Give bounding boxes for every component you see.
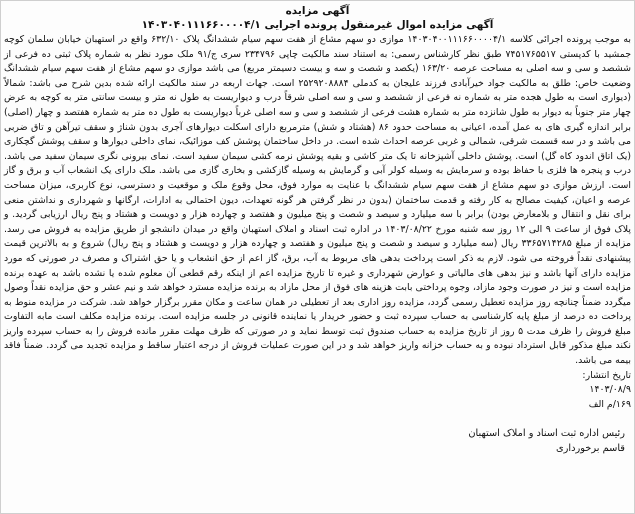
publish-date-value: ۱۴۰۳/۰۸/۹	[589, 384, 631, 396]
notice-title: آگهی مزایده	[285, 5, 350, 17]
signature-block	[4, 426, 631, 456]
notice-subtitle: آگهی مزایده اموال غیرمنقول پرونده اجرایی ۱۴۰۳۰۴۰۱۱۱۶۶۰۰۰۰۴/۱	[141, 19, 494, 31]
publish-date-label: تاریخ انتشار:	[582, 369, 631, 381]
auction-notice	[4, 4, 631, 456]
reference-number: ۱۶۹/م الف	[588, 398, 631, 410]
signer-name: قاسم برخورداری	[556, 443, 625, 455]
notice-body: به موجب پرونده اجرائی کلاسه ۱۴۰۳۰۴۰۰۱۱۱۶۶۰۰۰۰۴/۱ موازی دو سهم مشاع از هفت سهم سیام ششدانگ پلاک ۶۳۲/۱۰ واقع در استهبان خیابان سلمان کوچه جمشید با کدپستی ۷۴۵۱۷۶۵۵۱۷ طبق نظر کارشناس رسمی: به استناد سند مالکیت چاپی ۲۳۴۷۹۶ سری ج/۹۱ ملک مورد نظر به شماره پلاک ثبتی ده فرعی از ششصد و سی و سه اصلی به مساحت عرصه ۱۶۳/۲۰ (یکصد و شصت و سه و بیست دسیمتر مربع) می باشد موازی دو سهم مشاع از هفت سهم سیام ششدانگ وضعیت خاص: طلق به مالکیت جواد خیرآبادی فرزند علیجان به کدملی ۲۵۲۹۲۰۸۸۸۴ است. جهات اربعه در سند مالکیت ارائه شده بدین شرح می باشد: شمالاً (دیواری است به طول هجده متر به شماره نه فرعی از ششصد و سی و سه اصلی شرقاً درب و دیواریست به طول نه متر و بیست سانتی متر به کوچه به عرض چهار متر جنوباً به دیوار به طول شانزده متر به شماره هشت فرعی از ششصد و سی و سه اصلی غرباً دیواریست به طول ده متر به شماره هفتصد و چهار (اصلی) برابر اندازه گیری های به عمل آمده، اعیانی به مساحت حدود ۸۶ (هشتاد و شش) مترمربع دارای اسکلت دیوارهای آجری بدون شناژ و سقف تیرآهن و تاق ضربی می باشد و در سه قسمت شرقی، شمالی و غربی عرصه احداث شده است. در داخل ساختمان پوشش کف موزائیک، نمای داخلی دیوارها و سقف پوشش گچکاری (یک اتاق اندود کاه گل) است. پوشش داخلی آشپزخانه تا یک متر کاشی و بقیه پوشش نرمه کشی سیمان سفید است. نمای بیرونی نگری سیمان سفید می باشد. درب و پنجره ها فلزی با حفاظ بوده و سرمایش به وسیله کولر آبی و گرمایش به وسیله گازکشی و بخاری گازی می باشد. ملک دارای یک انشعاب آب و برق و گاز است. ارزش موازی دو سهم مشاع از هفت سهم سیام ششدانگ با عنایت به موارد فوق، محل وقوع ملک و موقعیت و دسترسی، نوع کاربری، میزان مساحت عرصه و اعیان، کیفیت مصالح به کار رفته و قدمت ساختمان (بدون در نظر گرفتن هر گونه تعهدات، دیون احتمالی به ادارات، ارگانها و شهرداری و نداشتن منعی برای نقل و انتقال و بلامعارض بودن) برابر با سه میلیارد و سیصد و شصت و پنج میلیون و هفتصد و چهارده هزار و دویست و هشتاد و پنج ریال ارزیابی گردید. و پلاک فوق از ساعت ۹ الی ۱۲ روز سه شنبه مورخ ۱۴۰۳/۰۸/۲۲ در اداره ثبت اسناد و املاک استهبان واقع در میدان دانشجو از طریق مزایده به فروش می رسد. مزایده از مبلغ ۳۳۶۵۷۱۴۲۸۵ ریال (سه میلیارد و سیصد و شصت و پنج میلیون و هفتصد و چهارده هزار و دویست و هشتاد و پنج ریال) شروع و به بالاترین قیمت پیشنهادی نقداً فروخته می شود. لازم به ذکر است پرداخت بدهی های مربوط به آب، برق، گاز اعم از حق انشعاب و یا حق اشتراک و مصرف در صورتی که مورد مزایده دارای آنها باشد و نیز بدهی های مالیاتی و عوارض شهرداری و غیره تا تاریخ مزایده اعم از اینکه رقم قطعی آن معلوم شده یا نشده باشد به عهده برنده مزایده است و نیز در صورت وجود مازاد، وجوه پرداختی بابت هزینه های فوق از محل مازاد به برنده مزایده مسترد خواهد شد و نیم عشر و حق مزایده نقداً وصول میگردد ضمناً چنانچه روز مزایده تعطیل رسمی گردد، مزایده روز اداری بعد از تعطیلی در همان ساعت و مکان مقرر برگزار خواهد شد. شرکت در مزایده منوط به پرداخت ده درصد از مبلغ پایه کارشناسی به حساب سپرده ثبت و حضور خریدار یا نماینده قانونی در جلسه مزایده است. برنده مزایده مکلف است مابه التفاوت مبلغ فروش را ظرف مدت ۵ روز از تاریخ مزایده به حساب صندوق ثبت توسط نماید و در صورتی که ظرف مهلت مقرر مانده فروش را به حساب سپرده واریز نکند مبلغ مذکور قابل استرداد نبوده و به حساب خزانه واریز خواهد شد و در این صورت عملیات فروش از درجه اعتبار ساقط و مزایده تجدید می گردد. ضمناً فاقد بیمه می باشد.	[4, 34, 631, 367]
signer-title: رئیس اداره ثبت اسناد و املاک استهبان	[468, 428, 625, 440]
publish-date-line	[4, 369, 631, 398]
